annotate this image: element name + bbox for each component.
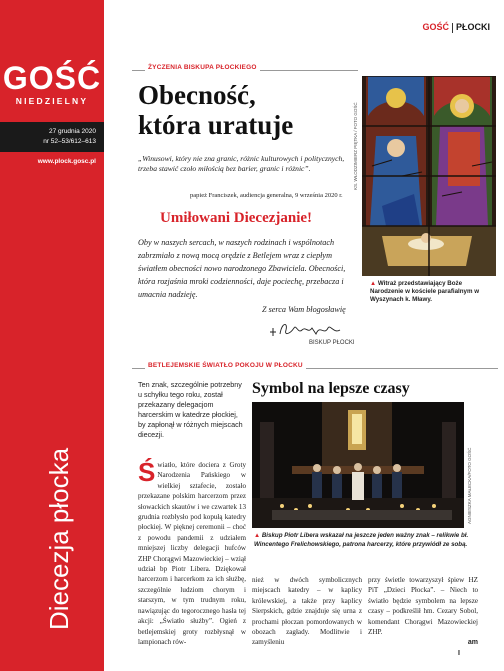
letter-closing: Z serca Wam błogosławię: [262, 305, 346, 314]
signature-title: BISKUP PŁOCKI: [309, 340, 355, 346]
photo-caption-text: Biskup Piotr Libera wskazał na jeszcze jeden ważny znak – relikwie bł. Wincentego Frelichowskiego, patrona harcerzy, które przywiódł ze sobą.: [254, 532, 469, 548]
brand-header: [376, 14, 504, 40]
quote-source: papież Franciszek, audiencja generalna, 9 września 2020 r.: [190, 192, 343, 199]
headline-line-2: która uratuje: [138, 110, 294, 140]
cathedral-photo: [252, 402, 464, 528]
article-headline: Symbol na lepsze czasy: [252, 380, 410, 397]
stained-glass-image: [362, 76, 496, 276]
logo-sub: NIEDZIELNY: [15, 96, 89, 106]
issue-number: nr 52–53/612–613: [43, 138, 96, 145]
bishop-signature: [268, 318, 344, 340]
main-headline: [138, 80, 293, 140]
brand-edition: PŁOCKI: [455, 22, 490, 32]
stained-glass-illustration: [362, 76, 496, 276]
gosc-niedzielny-logo: [0, 62, 104, 106]
caption-text-top: Witraż przedstawiający Boże Narodzenie w kościele parafialnym w Wyszynach k. Mławy.: [370, 280, 480, 303]
image-credit-top: KS. WŁODZIMIERZ PIĘTKA / FOTO GOŚĆ: [353, 102, 358, 190]
issue-info: [0, 122, 104, 152]
masthead-sidebar: [0, 0, 104, 671]
brand-divider: [452, 23, 453, 33]
caption-triangle-icon: ▲: [370, 280, 378, 287]
cathedral-photo-illustration: [252, 402, 464, 528]
photo-caption: [254, 532, 476, 549]
article-intro: Ten znak, szczególnie potrzebny u schyłku tego roku, został przekazany delegacjom harcerskim w katedrze płockiej, by zapłonął w różnych miejscach diecezji.: [138, 380, 243, 439]
dropcap: Ś: [138, 457, 156, 487]
article-column-2: nież w dwóch symbolicznych miejscach katedry – w kaplicy królewskiej, a także przy kaplicy Sierpskich, gdzie znajduje się urna z prochami płoczan pomordowanych w obozach zagłady. Modlitwie i zamyśleniu: [252, 576, 362, 647]
page-number: I: [458, 650, 460, 657]
pope-quote: „Winusowi, który nie zna granic, różnic kulturowych i politycznych, trzeba stawić czoło miłością bez barier, granic i różnic”.: [138, 154, 345, 173]
diocese-title: Diecezja płocka: [44, 447, 74, 630]
caption-triangle-icon-2: ▲: [254, 532, 262, 539]
column-1-text: wiatło, które dociera z Groty Narodzenia Pańskiego w wielkiej sztafecie, zostało przekazane polskim harcerzom przez słowackich skautów i we czwartek 13 grudnia rozbłysło pod kopułą katedry płockiej. W pięknej ceremonii – choć z powodu pandemii z udziałem mniejszej liczby delegacji hufców ZHP Chorągwi Mazowieckiej – wziął udział bp Piotr Libera. Dziękował harcerzom i harcerkom za ich służbę, szczególnie ludziom chorym i starszym, w tym trudnym roku, nawiązując do tegorocznego hasła tej akcji: „Światło służby”. Ogień z betlejemskiej groty rozbłysnął w lampionach rów-: [138, 461, 246, 646]
brand-name: GOŚĆ: [422, 22, 449, 32]
section-label-bottom: BETLEJEMSKIE ŚWIATŁO POKOJU W PŁOCKU: [145, 362, 306, 369]
greeting-heading: Umiłowani Diecezjanie!: [160, 210, 313, 226]
article-column-3: [368, 575, 478, 649]
logo-main: GOŚĆ: [2, 60, 102, 96]
image-caption-top: [370, 280, 496, 304]
website-link[interactable]: www.plock.gosc.pl: [37, 158, 96, 165]
headline-line-1: Obecność,: [138, 80, 256, 110]
article-column-1: [138, 457, 246, 647]
bishop-letter: Oby w naszych sercach, w naszych rodzinach i wspólnotach zabrzmiało z nową mocą orędzie z Betlejem wraz z ciepłym światłem obecności nowo narodzonego Zbawiciela. Obecności, która rozjaśnia mroki codzienności, daje pociechę, przebacza i umacnia nadzieję.: [138, 238, 346, 299]
issue-date: 27 grudnia 2020: [49, 128, 96, 135]
section-label-top: ŻYCZENIA BISKUPA PŁOCKIEGO: [145, 64, 260, 71]
photo-credit-bottom: AGNIESZKA MAŁECKA/FOTO GOŚĆ: [467, 447, 472, 524]
author-initials: am: [467, 639, 478, 647]
column-3-text: przy świetle towarzyszył śpiew HZ PiT „Dzieci Płocka”. – Niech to światło będzie symbolem na lepsze czasy – podkreślił hm. Cezary Sobol, komendant Chorągwi Mazowieckiej ZHP.: [368, 576, 478, 637]
